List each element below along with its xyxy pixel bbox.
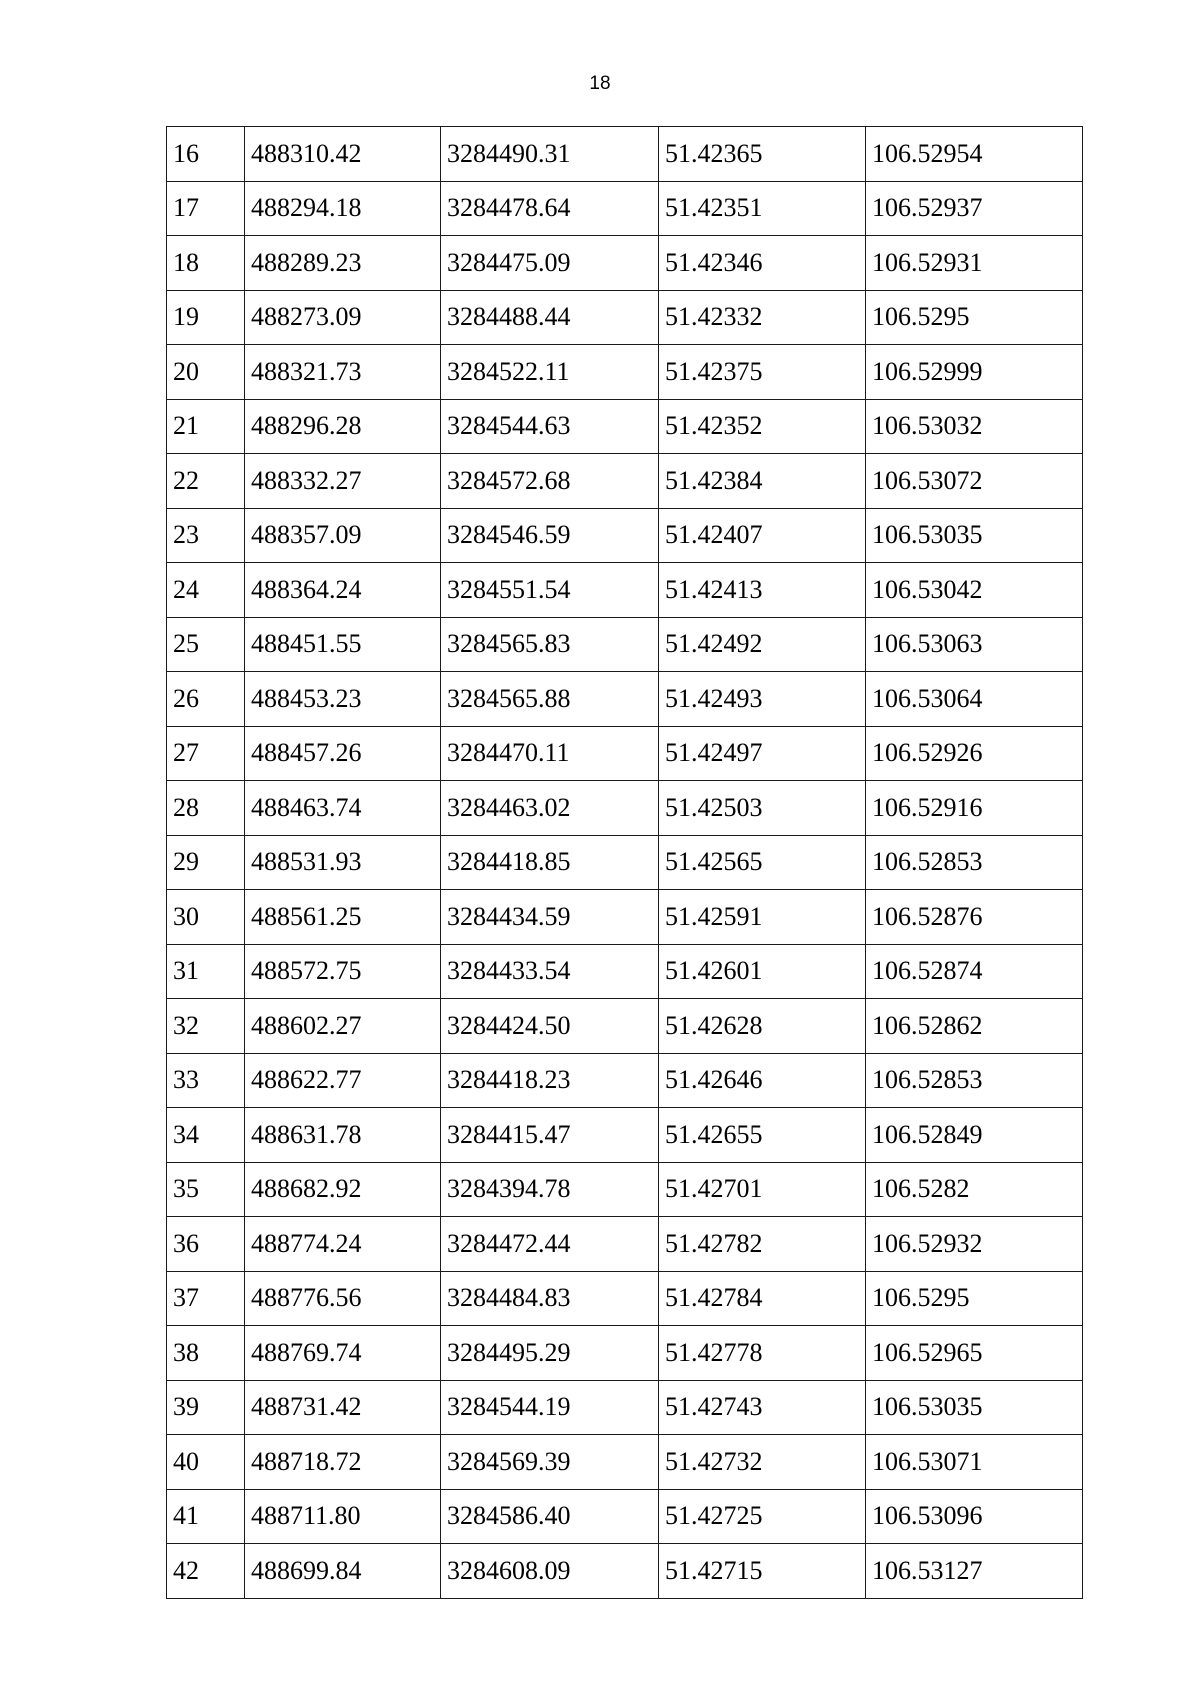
- y-coordinate-cell: 3284551.54: [441, 563, 659, 618]
- table-row: [167, 1435, 1083, 1490]
- point-number-cell: 41: [167, 1489, 245, 1544]
- point-number-cell: 42: [167, 1544, 245, 1599]
- latitude-cell: 51.42413: [659, 563, 866, 618]
- table-row: [167, 835, 1083, 890]
- x-coordinate-cell: 488682.92: [245, 1162, 441, 1217]
- x-coordinate-cell: 488273.09: [245, 290, 441, 345]
- longitude-cell: 106.52965: [866, 1326, 1083, 1381]
- y-coordinate-cell: 3284394.78: [441, 1162, 659, 1217]
- y-coordinate-cell: 3284586.40: [441, 1489, 659, 1544]
- x-coordinate-cell: 488776.56: [245, 1271, 441, 1326]
- x-coordinate-cell: 488602.27: [245, 999, 441, 1054]
- x-coordinate-cell: 488531.93: [245, 835, 441, 890]
- point-number-cell: 34: [167, 1108, 245, 1163]
- table-row: [167, 345, 1083, 400]
- point-number-cell: 19: [167, 290, 245, 345]
- latitude-cell: 51.42743: [659, 1380, 866, 1435]
- point-number-cell: 38: [167, 1326, 245, 1381]
- y-coordinate-cell: 3284463.02: [441, 781, 659, 836]
- table-row: [167, 1544, 1083, 1599]
- y-coordinate-cell: 3284490.31: [441, 127, 659, 182]
- table-row: [167, 290, 1083, 345]
- table-row: [167, 944, 1083, 999]
- longitude-cell: 106.52853: [866, 1053, 1083, 1108]
- x-coordinate-cell: 488572.75: [245, 944, 441, 999]
- longitude-cell: 106.53035: [866, 508, 1083, 563]
- y-coordinate-cell: 3284415.47: [441, 1108, 659, 1163]
- point-number-cell: 17: [167, 181, 245, 236]
- page-number: 18: [589, 73, 611, 94]
- longitude-cell: 106.53071: [866, 1435, 1083, 1490]
- longitude-cell: 106.52931: [866, 236, 1083, 291]
- latitude-cell: 51.42628: [659, 999, 866, 1054]
- y-coordinate-cell: 3284544.19: [441, 1380, 659, 1435]
- latitude-cell: 51.42497: [659, 726, 866, 781]
- point-number-cell: 18: [167, 236, 245, 291]
- latitude-cell: 51.42655: [659, 1108, 866, 1163]
- table-row: [167, 617, 1083, 672]
- longitude-cell: 106.53096: [866, 1489, 1083, 1544]
- y-coordinate-cell: 3284433.54: [441, 944, 659, 999]
- point-number-cell: 27: [167, 726, 245, 781]
- longitude-cell: 106.52916: [866, 781, 1083, 836]
- point-number-cell: 16: [167, 127, 245, 182]
- table-row: [167, 890, 1083, 945]
- latitude-cell: 51.42732: [659, 1435, 866, 1490]
- table-row: [167, 1489, 1083, 1544]
- latitude-cell: 51.42591: [659, 890, 866, 945]
- longitude-cell: 106.53035: [866, 1380, 1083, 1435]
- y-coordinate-cell: 3284470.11: [441, 726, 659, 781]
- x-coordinate-cell: 488774.24: [245, 1217, 441, 1272]
- point-number-cell: 33: [167, 1053, 245, 1108]
- longitude-cell: 106.5295: [866, 1271, 1083, 1326]
- longitude-cell: 106.52874: [866, 944, 1083, 999]
- longitude-cell: 106.53072: [866, 454, 1083, 509]
- y-coordinate-cell: 3284478.64: [441, 181, 659, 236]
- table-row: [167, 563, 1083, 618]
- y-coordinate-cell: 3284522.11: [441, 345, 659, 400]
- y-coordinate-cell: 3284434.59: [441, 890, 659, 945]
- point-number-cell: 40: [167, 1435, 245, 1490]
- longitude-cell: 106.53064: [866, 672, 1083, 727]
- longitude-cell: 106.53063: [866, 617, 1083, 672]
- point-number-cell: 39: [167, 1380, 245, 1435]
- latitude-cell: 51.42503: [659, 781, 866, 836]
- y-coordinate-cell: 3284418.23: [441, 1053, 659, 1108]
- x-coordinate-cell: 488321.73: [245, 345, 441, 400]
- point-number-cell: 32: [167, 999, 245, 1054]
- table-row: [167, 1053, 1083, 1108]
- latitude-cell: 51.42715: [659, 1544, 866, 1599]
- x-coordinate-cell: 488357.09: [245, 508, 441, 563]
- latitude-cell: 51.42646: [659, 1053, 866, 1108]
- latitude-cell: 51.42778: [659, 1326, 866, 1381]
- latitude-cell: 51.42493: [659, 672, 866, 727]
- x-coordinate-cell: 488769.74: [245, 1326, 441, 1381]
- table-row: [167, 236, 1083, 291]
- x-coordinate-cell: 488332.27: [245, 454, 441, 509]
- longitude-cell: 106.52862: [866, 999, 1083, 1054]
- y-coordinate-cell: 3284475.09: [441, 236, 659, 291]
- longitude-cell: 106.52853: [866, 835, 1083, 890]
- latitude-cell: 51.42332: [659, 290, 866, 345]
- x-coordinate-cell: 488631.78: [245, 1108, 441, 1163]
- table-row: [167, 1162, 1083, 1217]
- table-row: [167, 781, 1083, 836]
- table-row: [167, 127, 1083, 182]
- table-row: [167, 1380, 1083, 1435]
- y-coordinate-cell: 3284495.29: [441, 1326, 659, 1381]
- y-coordinate-cell: 3284418.85: [441, 835, 659, 890]
- latitude-cell: 51.42365: [659, 127, 866, 182]
- x-coordinate-cell: 488731.42: [245, 1380, 441, 1435]
- point-number-cell: 36: [167, 1217, 245, 1272]
- x-coordinate-cell: 488622.77: [245, 1053, 441, 1108]
- y-coordinate-cell: 3284608.09: [441, 1544, 659, 1599]
- x-coordinate-cell: 488451.55: [245, 617, 441, 672]
- x-coordinate-cell: 488699.84: [245, 1544, 441, 1599]
- x-coordinate-cell: 488453.23: [245, 672, 441, 727]
- longitude-cell: 106.53127: [866, 1544, 1083, 1599]
- point-number-cell: 21: [167, 399, 245, 454]
- point-number-cell: 31: [167, 944, 245, 999]
- y-coordinate-cell: 3284544.63: [441, 399, 659, 454]
- x-coordinate-cell: 488310.42: [245, 127, 441, 182]
- longitude-cell: 106.52849: [866, 1108, 1083, 1163]
- longitude-cell: 106.53032: [866, 399, 1083, 454]
- x-coordinate-cell: 488711.80: [245, 1489, 441, 1544]
- y-coordinate-cell: 3284488.44: [441, 290, 659, 345]
- table-row: [167, 181, 1083, 236]
- x-coordinate-cell: 488561.25: [245, 890, 441, 945]
- latitude-cell: 51.42375: [659, 345, 866, 400]
- latitude-cell: 51.42492: [659, 617, 866, 672]
- table-row: [167, 1108, 1083, 1163]
- latitude-cell: 51.42725: [659, 1489, 866, 1544]
- table-row: [167, 508, 1083, 563]
- point-number-cell: 37: [167, 1271, 245, 1326]
- point-number-cell: 25: [167, 617, 245, 672]
- y-coordinate-cell: 3284424.50: [441, 999, 659, 1054]
- x-coordinate-cell: 488289.23: [245, 236, 441, 291]
- coordinates-table-body: [167, 127, 1083, 1599]
- y-coordinate-cell: 3284472.44: [441, 1217, 659, 1272]
- table-row: [167, 454, 1083, 509]
- table-row: [167, 1271, 1083, 1326]
- table-row: [167, 1217, 1083, 1272]
- table-row: [167, 399, 1083, 454]
- table-row: [167, 672, 1083, 727]
- x-coordinate-cell: 488463.74: [245, 781, 441, 836]
- x-coordinate-cell: 488296.28: [245, 399, 441, 454]
- latitude-cell: 51.42346: [659, 236, 866, 291]
- latitude-cell: 51.42352: [659, 399, 866, 454]
- longitude-cell: 106.52954: [866, 127, 1083, 182]
- y-coordinate-cell: 3284546.59: [441, 508, 659, 563]
- longitude-cell: 106.52999: [866, 345, 1083, 400]
- longitude-cell: 106.5282: [866, 1162, 1083, 1217]
- latitude-cell: 51.42784: [659, 1271, 866, 1326]
- longitude-cell: 106.5295: [866, 290, 1083, 345]
- x-coordinate-cell: 488294.18: [245, 181, 441, 236]
- x-coordinate-cell: 488718.72: [245, 1435, 441, 1490]
- latitude-cell: 51.42384: [659, 454, 866, 509]
- point-number-cell: 29: [167, 835, 245, 890]
- longitude-cell: 106.52876: [866, 890, 1083, 945]
- table-row: [167, 999, 1083, 1054]
- latitude-cell: 51.42407: [659, 508, 866, 563]
- latitude-cell: 51.42351: [659, 181, 866, 236]
- table-row: [167, 1326, 1083, 1381]
- coordinates-table: [166, 126, 1083, 1599]
- point-number-cell: 24: [167, 563, 245, 618]
- longitude-cell: 106.52926: [866, 726, 1083, 781]
- y-coordinate-cell: 3284484.83: [441, 1271, 659, 1326]
- point-number-cell: 30: [167, 890, 245, 945]
- point-number-cell: 26: [167, 672, 245, 727]
- longitude-cell: 106.52937: [866, 181, 1083, 236]
- point-number-cell: 28: [167, 781, 245, 836]
- longitude-cell: 106.52932: [866, 1217, 1083, 1272]
- latitude-cell: 51.42565: [659, 835, 866, 890]
- latitude-cell: 51.42701: [659, 1162, 866, 1217]
- latitude-cell: 51.42601: [659, 944, 866, 999]
- x-coordinate-cell: 488457.26: [245, 726, 441, 781]
- y-coordinate-cell: 3284565.83: [441, 617, 659, 672]
- longitude-cell: 106.53042: [866, 563, 1083, 618]
- point-number-cell: 35: [167, 1162, 245, 1217]
- x-coordinate-cell: 488364.24: [245, 563, 441, 618]
- y-coordinate-cell: 3284569.39: [441, 1435, 659, 1490]
- point-number-cell: 20: [167, 345, 245, 400]
- y-coordinate-cell: 3284572.68: [441, 454, 659, 509]
- table-row: [167, 726, 1083, 781]
- latitude-cell: 51.42782: [659, 1217, 866, 1272]
- point-number-cell: 23: [167, 508, 245, 563]
- point-number-cell: 22: [167, 454, 245, 509]
- y-coordinate-cell: 3284565.88: [441, 672, 659, 727]
